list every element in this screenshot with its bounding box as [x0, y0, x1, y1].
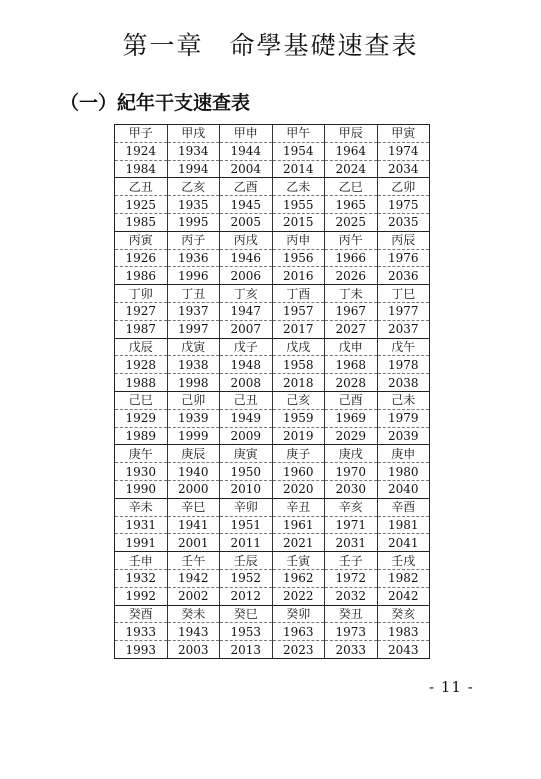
ganzhi-cell: 甲戌	[168, 125, 220, 143]
table-column-cell	[378, 232, 430, 284]
year-cell: 1943	[168, 623, 220, 641]
year-cell: 1969	[325, 410, 377, 428]
year-cell: 2001	[177, 535, 209, 550]
chapter-label: 第一章	[122, 31, 204, 60]
table-column-cell	[168, 445, 221, 497]
ganzhi-cell: 己巳	[115, 392, 167, 410]
year-cell: 1971	[325, 517, 377, 535]
ganzhi-cell: 乙巳	[325, 178, 377, 196]
ganzhi-cell: 己卯	[168, 392, 220, 410]
year-cell: 2013	[230, 642, 262, 657]
table-column-cell	[273, 499, 326, 551]
table-column-cell	[115, 606, 168, 658]
table-column-cell	[220, 125, 273, 177]
page-number: - 11 -	[429, 678, 474, 696]
year-cell: 2043	[387, 642, 419, 657]
year-cell: 1932	[115, 570, 167, 588]
year-cell: 1954	[273, 143, 325, 161]
table-column-cell	[378, 552, 430, 604]
year-cell: 1962	[273, 570, 325, 588]
year-cell: 1942	[168, 570, 220, 588]
ganzhi-cell: 癸巳	[220, 606, 272, 624]
table-column-cell	[115, 445, 168, 497]
ganzhi-cell: 丙子	[168, 232, 220, 250]
ganzhi-cell: 戊寅	[168, 339, 220, 357]
year-cell: 1970	[325, 463, 377, 481]
table-column-cell	[378, 499, 430, 551]
year-cell: 2016	[282, 268, 314, 283]
table-column-cell	[220, 552, 273, 604]
year-cell: 1977	[378, 303, 430, 321]
table-column-cell	[220, 392, 273, 444]
year-cell: 1958	[273, 356, 325, 374]
year-cell: 2026	[335, 268, 367, 283]
year-cell: 1930	[115, 463, 167, 481]
table-column-cell	[220, 285, 273, 337]
year-cell: 1981	[378, 517, 430, 535]
year-cell: 1984	[125, 161, 157, 176]
year-cell: 1924	[115, 143, 167, 161]
year-cell: 2006	[230, 268, 262, 283]
table-row-group	[115, 285, 429, 338]
year-cell: 1931	[115, 517, 167, 535]
year-cell: 1994	[177, 161, 209, 176]
table-column-cell	[378, 125, 430, 177]
year-cell: 2038	[387, 375, 419, 390]
ganzhi-cell: 乙丑	[115, 178, 167, 196]
year-cell: 1937	[168, 303, 220, 321]
year-cell: 1998	[177, 375, 209, 390]
table-column-cell	[168, 552, 221, 604]
table-row-group	[115, 499, 429, 552]
table-column-cell	[115, 552, 168, 604]
table-column-cell	[325, 232, 378, 284]
ganzhi-cell: 丁亥	[220, 285, 272, 303]
year-cell: 1986	[125, 268, 157, 283]
year-cell: 1989	[125, 429, 157, 444]
table-column-cell	[115, 392, 168, 444]
ganzhi-cell: 丁卯	[115, 285, 167, 303]
table-column-cell	[378, 445, 430, 497]
section-title: （一）紀年干支速查表	[60, 92, 251, 114]
year-cell: 1947	[220, 303, 272, 321]
table-column-cell	[115, 232, 168, 284]
table-column-cell	[273, 445, 326, 497]
table-column-cell	[115, 339, 168, 391]
year-cell: 1933	[115, 623, 167, 641]
year-cell: 1945	[220, 196, 272, 214]
table-column-cell	[378, 392, 430, 444]
ganzhi-cell: 甲辰	[325, 125, 377, 143]
ganzhi-cell: 丁巳	[378, 285, 430, 303]
year-cell: 1941	[168, 517, 220, 535]
table-column-cell	[220, 339, 273, 391]
year-cell: 2033	[335, 642, 367, 657]
ganzhi-cell: 壬子	[325, 552, 377, 570]
ganzhi-cell: 壬寅	[273, 552, 325, 570]
ganzhi-cell: 己酉	[325, 392, 377, 410]
ganzhi-cell: 壬申	[115, 552, 167, 570]
year-cell: 1952	[220, 570, 272, 588]
year-cell: 1927	[115, 303, 167, 321]
year-cell: 2028	[335, 375, 367, 390]
year-cell: 1938	[168, 356, 220, 374]
year-cell: 1936	[168, 250, 220, 268]
year-cell: 1959	[273, 410, 325, 428]
year-cell: 2002	[177, 589, 209, 604]
table-column-cell	[168, 178, 221, 230]
year-cell: 1975	[378, 196, 430, 214]
ganzhi-cell: 丙申	[273, 232, 325, 250]
year-cell: 1949	[220, 410, 272, 428]
year-cell: 2014	[282, 161, 314, 176]
year-cell: 1964	[325, 143, 377, 161]
year-cell: 2010	[230, 482, 262, 497]
table-column-cell	[220, 606, 273, 658]
table-column-cell	[325, 125, 378, 177]
year-cell: 1925	[115, 196, 167, 214]
ganzhi-cell: 辛酉	[378, 499, 430, 517]
ganzhi-cell: 戊子	[220, 339, 272, 357]
ganzhi-cell: 癸亥	[378, 606, 430, 624]
year-cell: 1935	[168, 196, 220, 214]
table-column-cell	[378, 285, 430, 337]
year-cell: 2025	[335, 215, 367, 230]
ganzhi-cell: 乙卯	[378, 178, 430, 196]
table-column-cell	[115, 178, 168, 230]
ganzhi-cell: 甲申	[220, 125, 272, 143]
year-cell: 1966	[325, 250, 377, 268]
year-cell: 1973	[325, 623, 377, 641]
year-cell: 1982	[378, 570, 430, 588]
ganzhi-cell: 庚子	[273, 445, 325, 463]
table-row-group	[115, 552, 429, 605]
table-column-cell	[273, 125, 326, 177]
table-column-cell	[220, 445, 273, 497]
year-cell: 2018	[282, 375, 314, 390]
year-cell: 1960	[273, 463, 325, 481]
table-column-cell	[115, 285, 168, 337]
year-cell: 1929	[115, 410, 167, 428]
year-cell: 2004	[230, 161, 262, 176]
ganzhi-cell: 壬辰	[220, 552, 272, 570]
ganzhi-cell: 辛卯	[220, 499, 272, 517]
ganzhi-cell: 辛亥	[325, 499, 377, 517]
table-column-cell	[325, 499, 378, 551]
year-cell: 1940	[168, 463, 220, 481]
ganzhi-cell: 丙寅	[115, 232, 167, 250]
table-row-group	[115, 125, 429, 178]
year-cell: 2000	[177, 482, 209, 497]
year-cell: 1928	[115, 356, 167, 374]
year-cell: 2017	[282, 322, 314, 337]
table-column-cell	[168, 499, 221, 551]
year-cell: 1946	[220, 250, 272, 268]
year-cell: 1953	[220, 623, 272, 641]
ganzhi-cell: 己丑	[220, 392, 272, 410]
table-column-cell	[273, 178, 326, 230]
year-cell: 1995	[177, 215, 209, 230]
table-column-cell	[325, 552, 378, 604]
year-cell: 1992	[125, 589, 157, 604]
chapter-heading	[0, 26, 541, 62]
ganzhi-cell: 丙午	[325, 232, 377, 250]
year-cell: 1926	[115, 250, 167, 268]
year-cell: 2009	[230, 429, 262, 444]
table-column-cell	[220, 178, 273, 230]
year-cell: 2031	[335, 535, 367, 550]
table-column-cell	[378, 606, 430, 658]
year-cell: 2034	[387, 161, 419, 176]
table-column-cell	[273, 232, 326, 284]
year-cell: 2023	[282, 642, 314, 657]
table-column-cell	[325, 445, 378, 497]
table-column-cell	[378, 178, 430, 230]
ganzhi-cell: 甲寅	[378, 125, 430, 143]
year-cell: 1957	[273, 303, 325, 321]
table-column-cell	[273, 339, 326, 391]
ganzhi-cell: 戊午	[378, 339, 430, 357]
ganzhi-cell: 戊戌	[273, 339, 325, 357]
ganzhi-cell: 戊辰	[115, 339, 167, 357]
ganzhi-cell: 庚辰	[168, 445, 220, 463]
year-cell: 1967	[325, 303, 377, 321]
table-column-cell	[325, 178, 378, 230]
year-cell: 1990	[125, 482, 157, 497]
year-cell: 1963	[273, 623, 325, 641]
year-cell: 1948	[220, 356, 272, 374]
year-cell: 1961	[273, 517, 325, 535]
ganzhi-cell: 壬午	[168, 552, 220, 570]
table-column-cell	[168, 392, 221, 444]
year-cell: 2039	[387, 429, 419, 444]
year-cell: 2005	[230, 215, 262, 230]
year-cell: 1976	[378, 250, 430, 268]
year-cell: 1999	[177, 429, 209, 444]
year-cell: 2008	[230, 375, 262, 390]
year-cell: 1979	[378, 410, 430, 428]
year-cell: 2011	[230, 535, 262, 550]
year-cell: 1987	[125, 322, 157, 337]
year-cell: 1950	[220, 463, 272, 481]
ganzhi-cell: 丙戌	[220, 232, 272, 250]
ganzhi-cell: 癸酉	[115, 606, 167, 624]
year-cell: 1955	[273, 196, 325, 214]
ganzhi-cell: 戊申	[325, 339, 377, 357]
chapter-title: 命學基礎速查表	[229, 31, 419, 60]
year-cell: 1991	[125, 535, 157, 550]
ganzhi-cell: 庚寅	[220, 445, 272, 463]
year-cell: 1972	[325, 570, 377, 588]
year-cell: 1939	[168, 410, 220, 428]
table-row-group	[115, 392, 429, 445]
table-column-cell	[325, 606, 378, 658]
year-cell: 2024	[335, 161, 367, 176]
table-row-group	[115, 606, 429, 658]
year-cell: 1965	[325, 196, 377, 214]
table-row-group	[115, 178, 429, 231]
ganzhi-cell: 庚午	[115, 445, 167, 463]
year-cell: 2040	[387, 482, 419, 497]
year-cell: 1974	[378, 143, 430, 161]
ganzhi-cell: 甲午	[273, 125, 325, 143]
year-cell: 2020	[282, 482, 314, 497]
table-column-cell	[168, 232, 221, 284]
table-row-group	[115, 339, 429, 392]
year-cell: 1944	[220, 143, 272, 161]
table-column-cell	[220, 232, 273, 284]
table-row-group	[115, 232, 429, 285]
year-cell: 2027	[335, 322, 367, 337]
year-cell: 2037	[387, 322, 419, 337]
ganzhi-cell: 乙酉	[220, 178, 272, 196]
year-cell: 1951	[220, 517, 272, 535]
ganzhi-cell: 庚申	[378, 445, 430, 463]
ganzhi-cell: 丁丑	[168, 285, 220, 303]
year-cell: 2007	[230, 322, 262, 337]
table-column-cell	[115, 499, 168, 551]
year-cell: 2012	[230, 589, 262, 604]
year-cell: 2022	[282, 589, 314, 604]
year-cell: 2029	[335, 429, 367, 444]
year-cell: 2030	[335, 482, 367, 497]
ganzhi-cell: 乙未	[273, 178, 325, 196]
year-cell: 2041	[387, 535, 419, 550]
ganzhi-cell: 庚戌	[325, 445, 377, 463]
ganzhi-cell: 己未	[378, 392, 430, 410]
ganzhi-year-table	[114, 124, 430, 659]
year-cell: 1934	[168, 143, 220, 161]
year-cell: 2036	[387, 268, 419, 283]
table-column-cell	[220, 499, 273, 551]
year-cell: 1980	[378, 463, 430, 481]
table-column-cell	[325, 339, 378, 391]
year-cell: 2019	[282, 429, 314, 444]
ganzhi-cell: 甲子	[115, 125, 167, 143]
year-cell: 2032	[335, 589, 367, 604]
table-column-cell	[325, 285, 378, 337]
year-cell: 1983	[378, 623, 430, 641]
year-cell: 1968	[325, 356, 377, 374]
year-cell: 2021	[282, 535, 314, 550]
ganzhi-cell: 癸丑	[325, 606, 377, 624]
year-cell: 1996	[177, 268, 209, 283]
ganzhi-cell: 癸卯	[273, 606, 325, 624]
ganzhi-cell: 壬戌	[378, 552, 430, 570]
year-cell: 2035	[387, 215, 419, 230]
table-column-cell	[168, 606, 221, 658]
table-column-cell	[273, 285, 326, 337]
table-column-cell	[115, 125, 168, 177]
year-cell: 1956	[273, 250, 325, 268]
ganzhi-cell: 辛未	[115, 499, 167, 517]
table-column-cell	[325, 392, 378, 444]
table-column-cell	[273, 606, 326, 658]
year-cell: 1988	[125, 375, 157, 390]
ganzhi-cell: 乙亥	[168, 178, 220, 196]
year-cell: 1993	[125, 642, 157, 657]
ganzhi-cell: 辛巳	[168, 499, 220, 517]
table-row-group	[115, 445, 429, 498]
table-column-cell	[273, 552, 326, 604]
table-column-cell	[273, 392, 326, 444]
ganzhi-cell: 丁未	[325, 285, 377, 303]
year-cell: 1978	[378, 356, 430, 374]
table-column-cell	[168, 285, 221, 337]
table-column-cell	[378, 339, 430, 391]
table-column-cell	[168, 339, 221, 391]
year-cell: 2042	[387, 589, 419, 604]
ganzhi-cell: 辛丑	[273, 499, 325, 517]
year-cell: 2015	[282, 215, 314, 230]
ganzhi-cell: 己亥	[273, 392, 325, 410]
ganzhi-cell: 丁酉	[273, 285, 325, 303]
table-column-cell	[168, 125, 221, 177]
ganzhi-cell: 癸未	[168, 606, 220, 624]
ganzhi-cell: 丙辰	[378, 232, 430, 250]
year-cell: 2003	[177, 642, 209, 657]
year-cell: 1997	[177, 322, 209, 337]
year-cell: 1985	[125, 215, 157, 230]
